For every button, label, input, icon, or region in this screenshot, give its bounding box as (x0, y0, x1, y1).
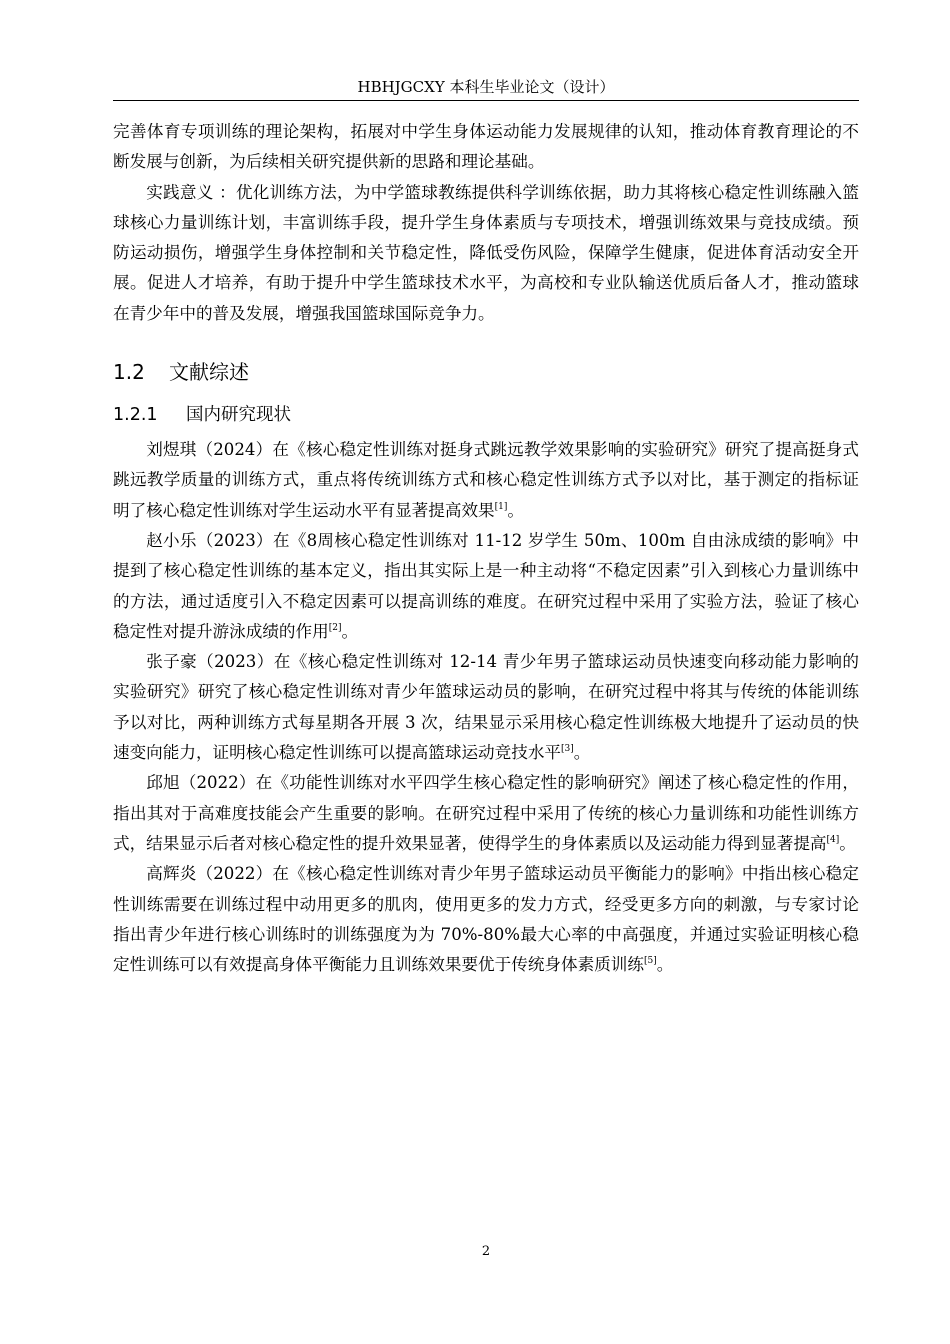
section-title: 文献综述 (169, 360, 249, 385)
intro-paragraph-2: 实践意义 ：优化训练方法，为中学篮球教练提供科学训练依据，助力其将核心稳定性训练融入篮球核心力量训练计划，丰富训练手段，提升学生身体素质与专项技术，增强训练效果与竞技成绩。预防运动损伤，增强学生身体控制和关节稳定性，降低受伤风险，保障学生健康，促进体育活动安全开展。促进人才培养，有助于提升中学生篮球技术水平，为高校和专业队输送优质后备人才，推动篮球在青少年中的普及发展，增强我国篮球国际竞争力。 (113, 182, 859, 323)
reference-end: 。 (656, 955, 674, 975)
page-header: HBHJGCXY 本科生毕业论文（设计） (357, 78, 615, 96)
subsection-title: 国内研究现状 (186, 405, 291, 426)
citation-marker: [2] (328, 622, 342, 633)
citation-marker: [4] (826, 834, 840, 845)
header-rule (113, 100, 859, 101)
subsection-heading (113, 403, 859, 427)
page-number: 2 (481, 1244, 491, 1259)
page-body (113, 117, 859, 980)
subsection-number: 1.2.1 (113, 405, 158, 426)
citation-marker: [1] (494, 501, 508, 512)
reference-text: 赵小乐（2023）在《8周核心稳定性训练对 11-12 岁学生 50m、100m 自由泳成绩的影响》中提到了核心稳定性训练的基本定义，指出其实际上是一种主动将“不稳定因素”引入到核心力量训练中的方法，通过适度引入不稳定因素可以提高训练的难度。在研究过程中采用了实验方法，验证了核心稳定性对提升游泳成绩的作用 (113, 530, 859, 641)
section-number: 1.2 (113, 360, 145, 385)
reference-text: 高辉炎（2022）在《核心稳定性训练对青少年男子篮球运动员平衡能力的影响》中指出核心稳定性训练需要在训练过程中动用更多的肌肉，使用更多的发力方式，经受更多方向的刺激，与专家讨论指出青少年进行核心训练时的训练强度为为 70%-80%最大心率的中高强度，并通过实验证明核心稳定性训练可以有效提高身体平衡能力且训练效果要优于传统身体素质训练 (113, 864, 859, 975)
intro-paragraph-1: 完善体育专项训练的理论架构，拓展对中学生身体运动能力发展规律的认知，推动体育教育理论的不断发展与创新，为后续相关研究提供新的思路和理论基础。 (113, 122, 859, 172)
reference-paragraph-4 (113, 768, 859, 859)
reference-text: 邱旭（2022）在《功能性训练对水平四学生核心稳定性的影响研究》阐述了核心稳定性的作用，指出其对于高难度技能会产生重要的影响。在研究过程中采用了传统的核心力量训练和功能性训练方式，结果显示后者对核心稳定性的提升效果显著，使得学生的身体素质以及运动能力得到显著提高 (113, 773, 859, 853)
section-heading (113, 359, 859, 385)
reference-paragraph-2 (113, 526, 859, 647)
citation-marker: [3] (561, 744, 574, 755)
reference-end: 。 (839, 833, 856, 853)
reference-paragraph-5 (113, 859, 859, 980)
reference-end: 。 (573, 743, 591, 763)
reference-paragraph-1 (113, 435, 859, 526)
citation-marker: [5] (644, 956, 657, 967)
reference-paragraph-3 (113, 647, 859, 768)
reference-end: 。 (341, 621, 359, 641)
reference-end: 。 (507, 500, 524, 520)
reference-text: 刘煜琪（2024）在《核心稳定性训练对挺身式跳远教学效果影响的实验研究》研究了提高挺身式跳远教学质量的训练方式，重点将传统训练方式和核心稳定性训练方式予以对比，基于测定的指标证明了核心稳定性训练对学生运动水平有显著提高效果 (113, 440, 859, 520)
reference-text: 张子豪（2023）在《核心稳定性训练对 12-14 青少年男子篮球运动员快速变向移动能力影响的实验研究》研究了核心稳定性训练对青少年篮球运动员的影响，在研究过程中将其与传统的体能训练予以对比，两种训练方式每星期各开展 3 次，结果显示采用核心稳定性训练极大地提升了运动员的快速变向能力，证明核心稳定性训练可以提高篮球运动竞技水平 (113, 652, 859, 763)
